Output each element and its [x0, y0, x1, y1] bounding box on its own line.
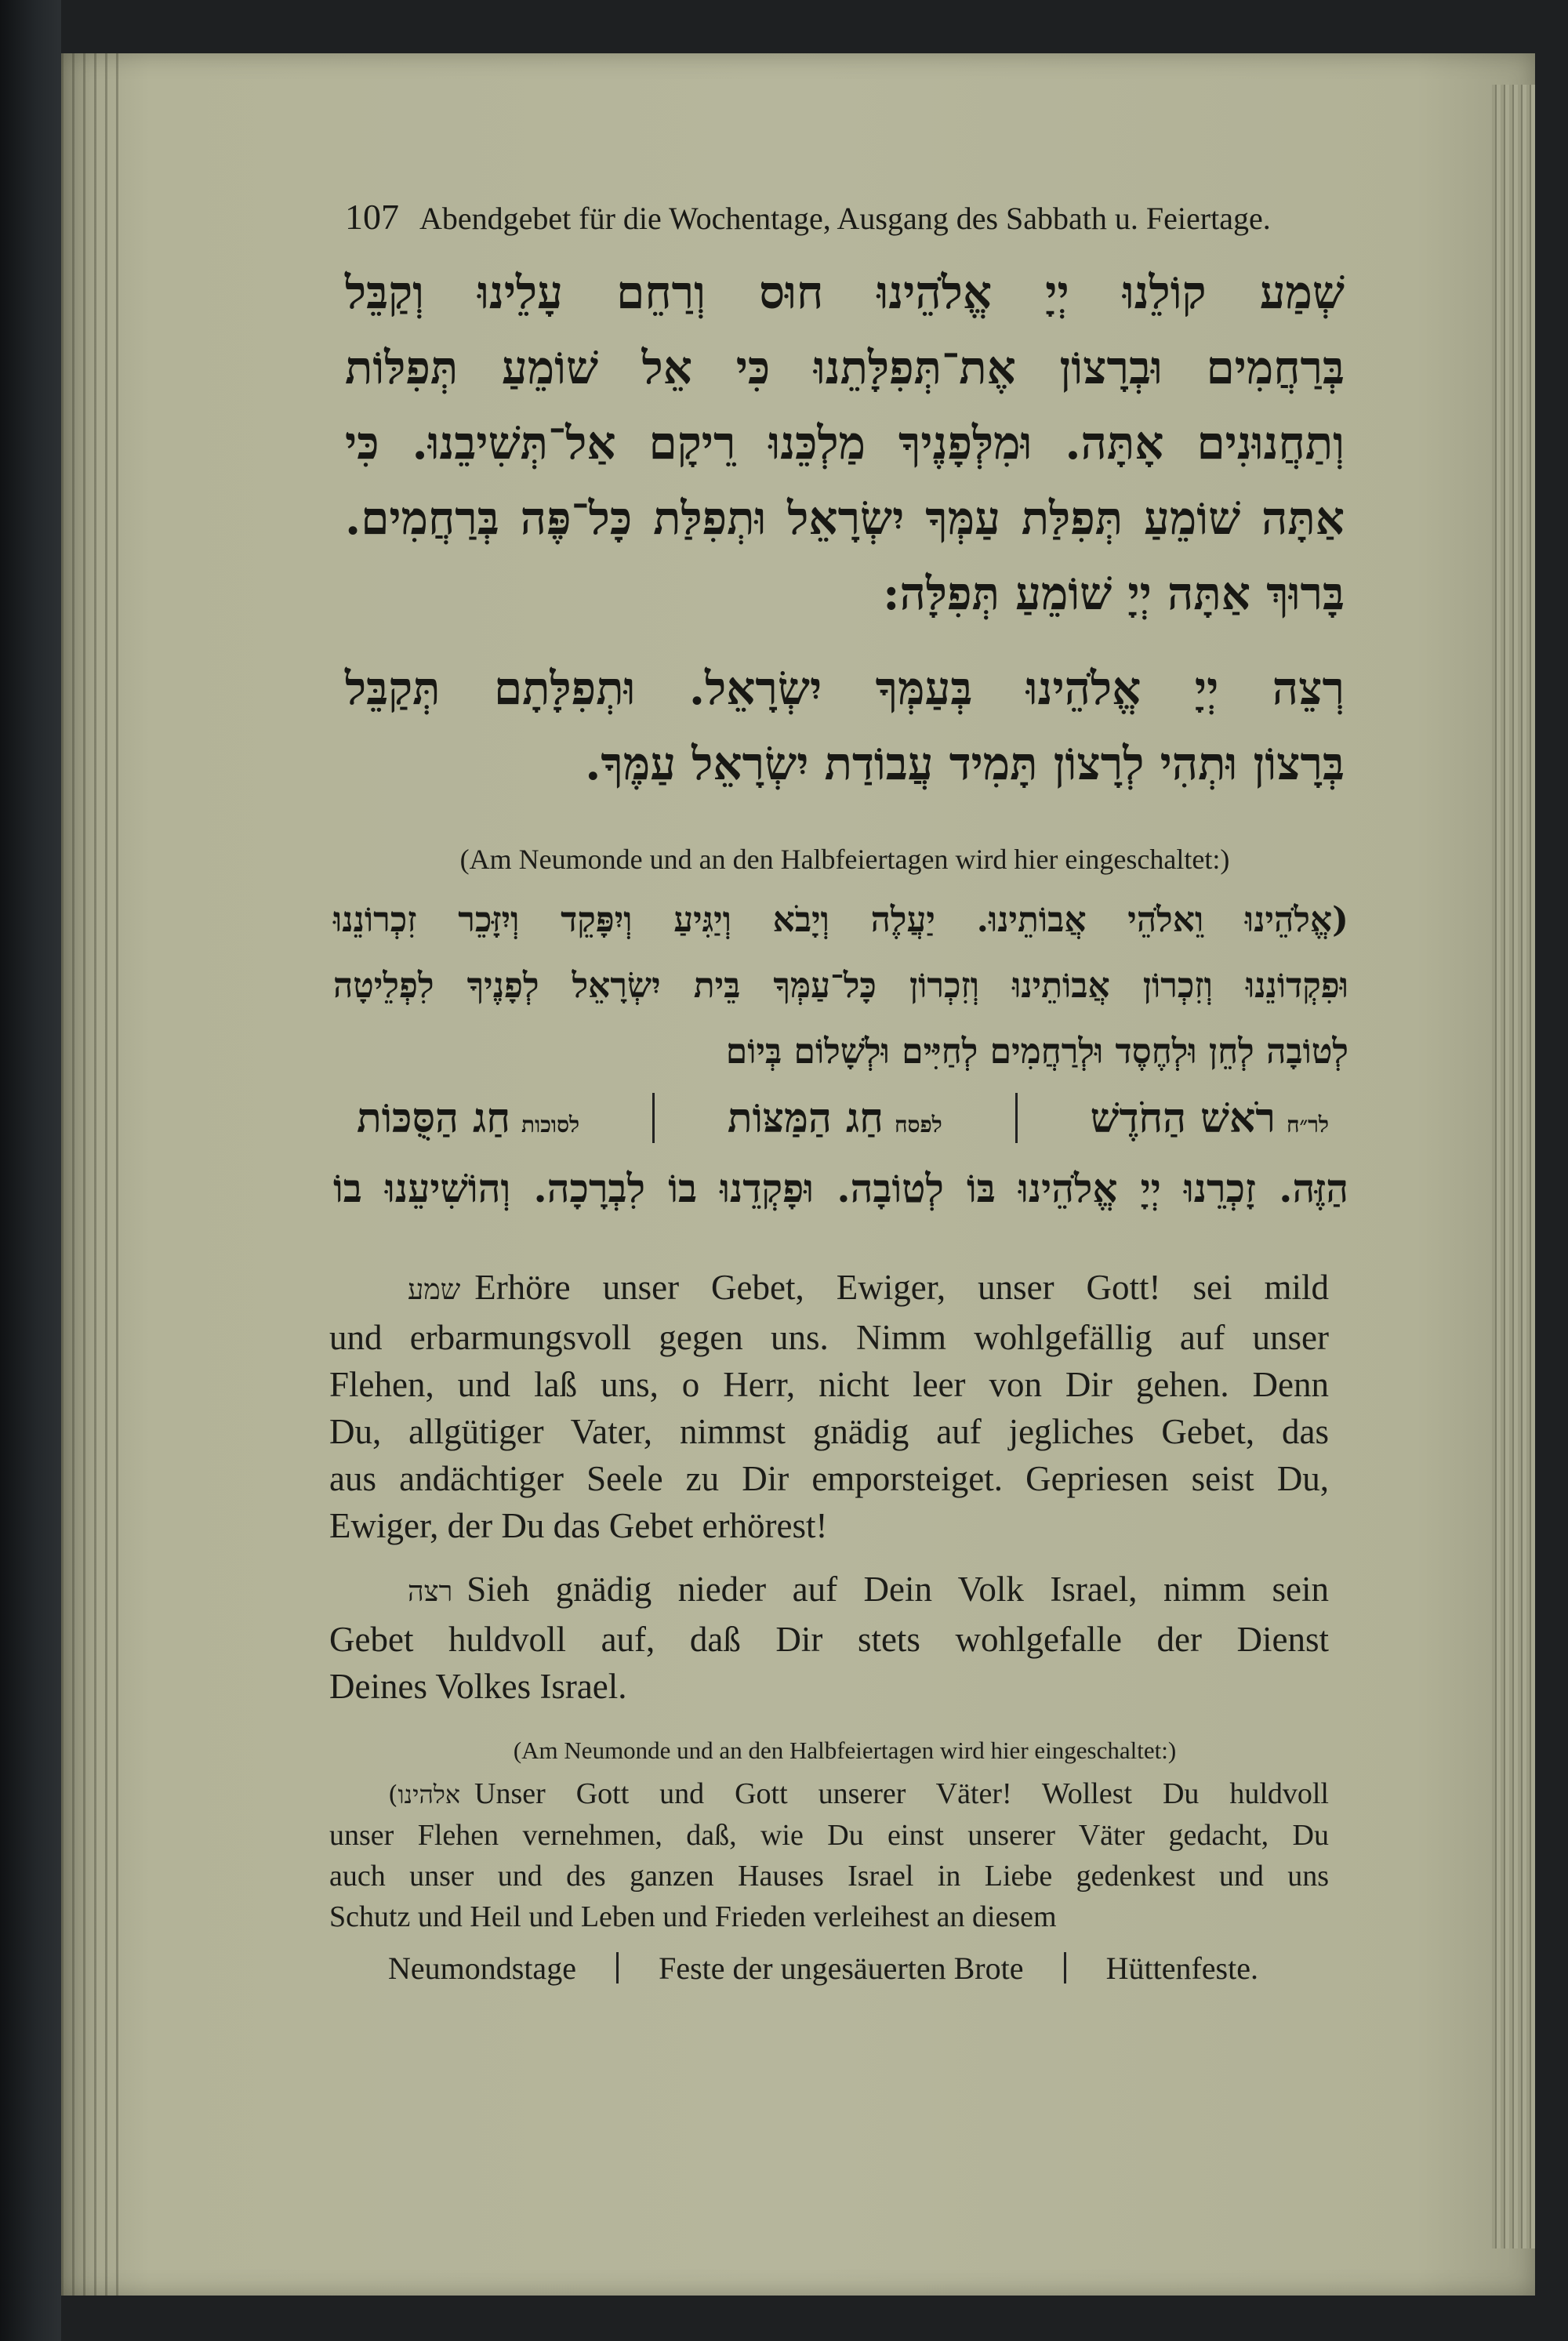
hebrew-closing-line [333, 1159, 1348, 1218]
occasion-neumond: Neumondstage [388, 1950, 576, 1986]
page-stack-edge [1492, 85, 1535, 2248]
german-line: Deines Volkes Israel. [329, 1667, 627, 1706]
german-line: auch unser und des ganzen Hauses Israel in Liebe gedenkest und uns [329, 1860, 1329, 1893]
german-line: Flehen, und laß uns, o Herr, nicht leer von Dir gehen. Denn [329, 1365, 1329, 1404]
occasion-huetten: Hüttenfeste. [1105, 1950, 1258, 1986]
hebrew-line: לְטוֹבָה לְחֵן וּלְחֶסֶד וּלְרַחֲמִים לְחַיִּים וּלְשָׁלוֹם בְּיוֹם [725, 1032, 1348, 1072]
german-line: und erbarmungsvoll gegen uns. Nimm wohlgefällig auf unser [329, 1318, 1329, 1357]
occasion-text: רֹאשׁ הַחֹדֶשׁ [1090, 1094, 1276, 1142]
occasion-label: לפסח [894, 1111, 942, 1138]
hebrew-line: וּפִקְדוֹנֵנוּ וְזִכְרוֹן אֲבוֹתֵינוּ וְזִכְרוֹן כָּל־עַמְּךָ בֵּית יִשְׂרָאֵל לְפָנֶיךָ לִפְלֵיטָה [333, 966, 1348, 1006]
german-line: רצה Sieh gnädig nieder auf Dein Volk Israel, nimm sein [408, 1570, 1329, 1609]
hebrew-line: שְׁמַע קוֹלֵנוּ יְיָ אֱלֹהֵינוּ חוּס וְרַחֵם עָלֵינוּ וְקַבֵּל [345, 266, 1345, 319]
occasion-sukkot [357, 1094, 579, 1142]
hebrew-retzeh [345, 651, 1345, 801]
hebrew-shema-koleinu [345, 255, 1345, 631]
page-number: 107 [345, 197, 399, 237]
hebrew-line: (אֱלֹהֵינוּ וֵאלֹהֵי אֲבוֹתֵינוּ. יַעֲלֶה וְיָבֹא וְיַגִּיעַ וְיִפָּקֵד וְיִזָּכֵר זִכְרוֹנֵנוּ [333, 900, 1348, 940]
hebrew-line: בְּרַחֲמִים וּבְרָצוֹן אֶת־תְּפִלָּתֵנוּ כִּי אֵל שׁוֹמֵעַ תְּפִלּוֹת [345, 341, 1345, 394]
hebrew-occasion-options [357, 1088, 1329, 1148]
hebrew-line: בְּרָצוֹן וּתְהִי לְרָצוֹן תָּמִיד עֲבוֹדַת יִשְׂרָאֵל עַמֶּךָ. [585, 737, 1345, 790]
occasion-text: חַג הַסֻּכּוֹת [357, 1094, 510, 1142]
gutter-shadow [61, 53, 124, 2296]
hebrew-line: רְצֵה יְיָ אֱלֹהֵינוּ בְּעַמְּךָ יִשְׂרָאֵל. וּתְפִלָּתָם תְּקַבֵּל [345, 662, 1345, 715]
hebrew-keyword: שמע [408, 1274, 461, 1306]
german-occasion-options [388, 1944, 1258, 1991]
german-line: Ewiger, der Du das Gebet erhörest! [329, 1506, 828, 1545]
hebrew-yaaleh-veyavo [333, 887, 1348, 1085]
occasion-pesach [728, 1094, 942, 1142]
divider [1064, 1952, 1066, 1983]
insertion-note-german: (Am Neumonde und an den Halbfeiertagen wird hier eingeschaltet:) [513, 1737, 1177, 1764]
german-line: שמע Erhöre unser Gebet, Ewiger, unser Gott! sei mild [408, 1268, 1329, 1307]
hebrew-line: וְתַחֲנוּנִים אָתָּה. וּמִלְּפָנֶיךָ מַלְכֵּנוּ רֵיקָם אַל־תְּשִׁיבֵנוּ. כִּי [345, 416, 1345, 470]
hebrew-line: הַזֶּה. זָכְרֵנוּ יְיָ אֱלֹהֵינוּ בּוֹ לְטוֹבָה. וּפָקְדֵנוּ בוֹ לִבְרָכָה. וְהוֹשִׁיעֵנוּ בוֹ [333, 1165, 1348, 1211]
page-header [345, 196, 1345, 243]
divider [652, 1093, 655, 1143]
german-line: Schutz und Heil und Leben und Frieden verleihest an diesem [329, 1900, 1057, 1933]
hebrew-keyword: (אלהינו [388, 1780, 461, 1809]
german-line: Du, allgütiger Vater, nimmst gnädig auf jegliches Gebet, das [329, 1412, 1329, 1451]
insertion-note-hebrew: (Am Neumonde und an den Halbfeiertagen wird hier eingeschaltet:) [459, 844, 1230, 875]
occasion-label: לסוכות [521, 1111, 580, 1138]
german-line: aus andächtiger Seele zu Dir emporsteiget. Gepriesen seist Du, [329, 1459, 1329, 1498]
hebrew-line: בָּרוּךְ אַתָּה יְיָ שׁוֹמֵעַ תְּפִלָּה: [883, 567, 1345, 620]
occasion-label: לר״ח [1286, 1111, 1329, 1138]
occasion-text: חַג הַמַּצּוֹת [727, 1094, 884, 1142]
hebrew-keyword: רצה [408, 1576, 453, 1608]
divider [1015, 1093, 1018, 1143]
hebrew-line: אַתָּה שׁוֹמֵעַ תְּפִלַּת עַמְּךָ יִשְׂרָאֵל וּתְפִלַּת כָּל־פֶּה בְּרַחֲמִים. [345, 492, 1345, 545]
german-line: unser Flehen vernehmen, daß, wie Du einst unserer Väter gedacht, Du [329, 1819, 1329, 1852]
occasion-mazzot: Feste der ungesäuerten Brote [659, 1950, 1024, 1986]
occasion-rosh-chodesh [1091, 1094, 1329, 1142]
german-retzeh-translation [329, 1566, 1329, 1710]
running-head: Abendgebet für die Wochentage, Ausgang des Sabbath u. Feiertage. [419, 201, 1271, 236]
book-cover-edge [0, 0, 61, 2341]
german-line: (אלהינו Unser Gott und Gott unserer Väter! Wollest Du huldvoll [388, 1777, 1329, 1810]
german-shema-translation [329, 1264, 1329, 1549]
german-line: Gebet huldvoll auf, daß Dir stets wohlgefalle der Dienst [329, 1620, 1329, 1659]
divider [616, 1952, 619, 1983]
german-eloheinu-translation [329, 1773, 1329, 1937]
